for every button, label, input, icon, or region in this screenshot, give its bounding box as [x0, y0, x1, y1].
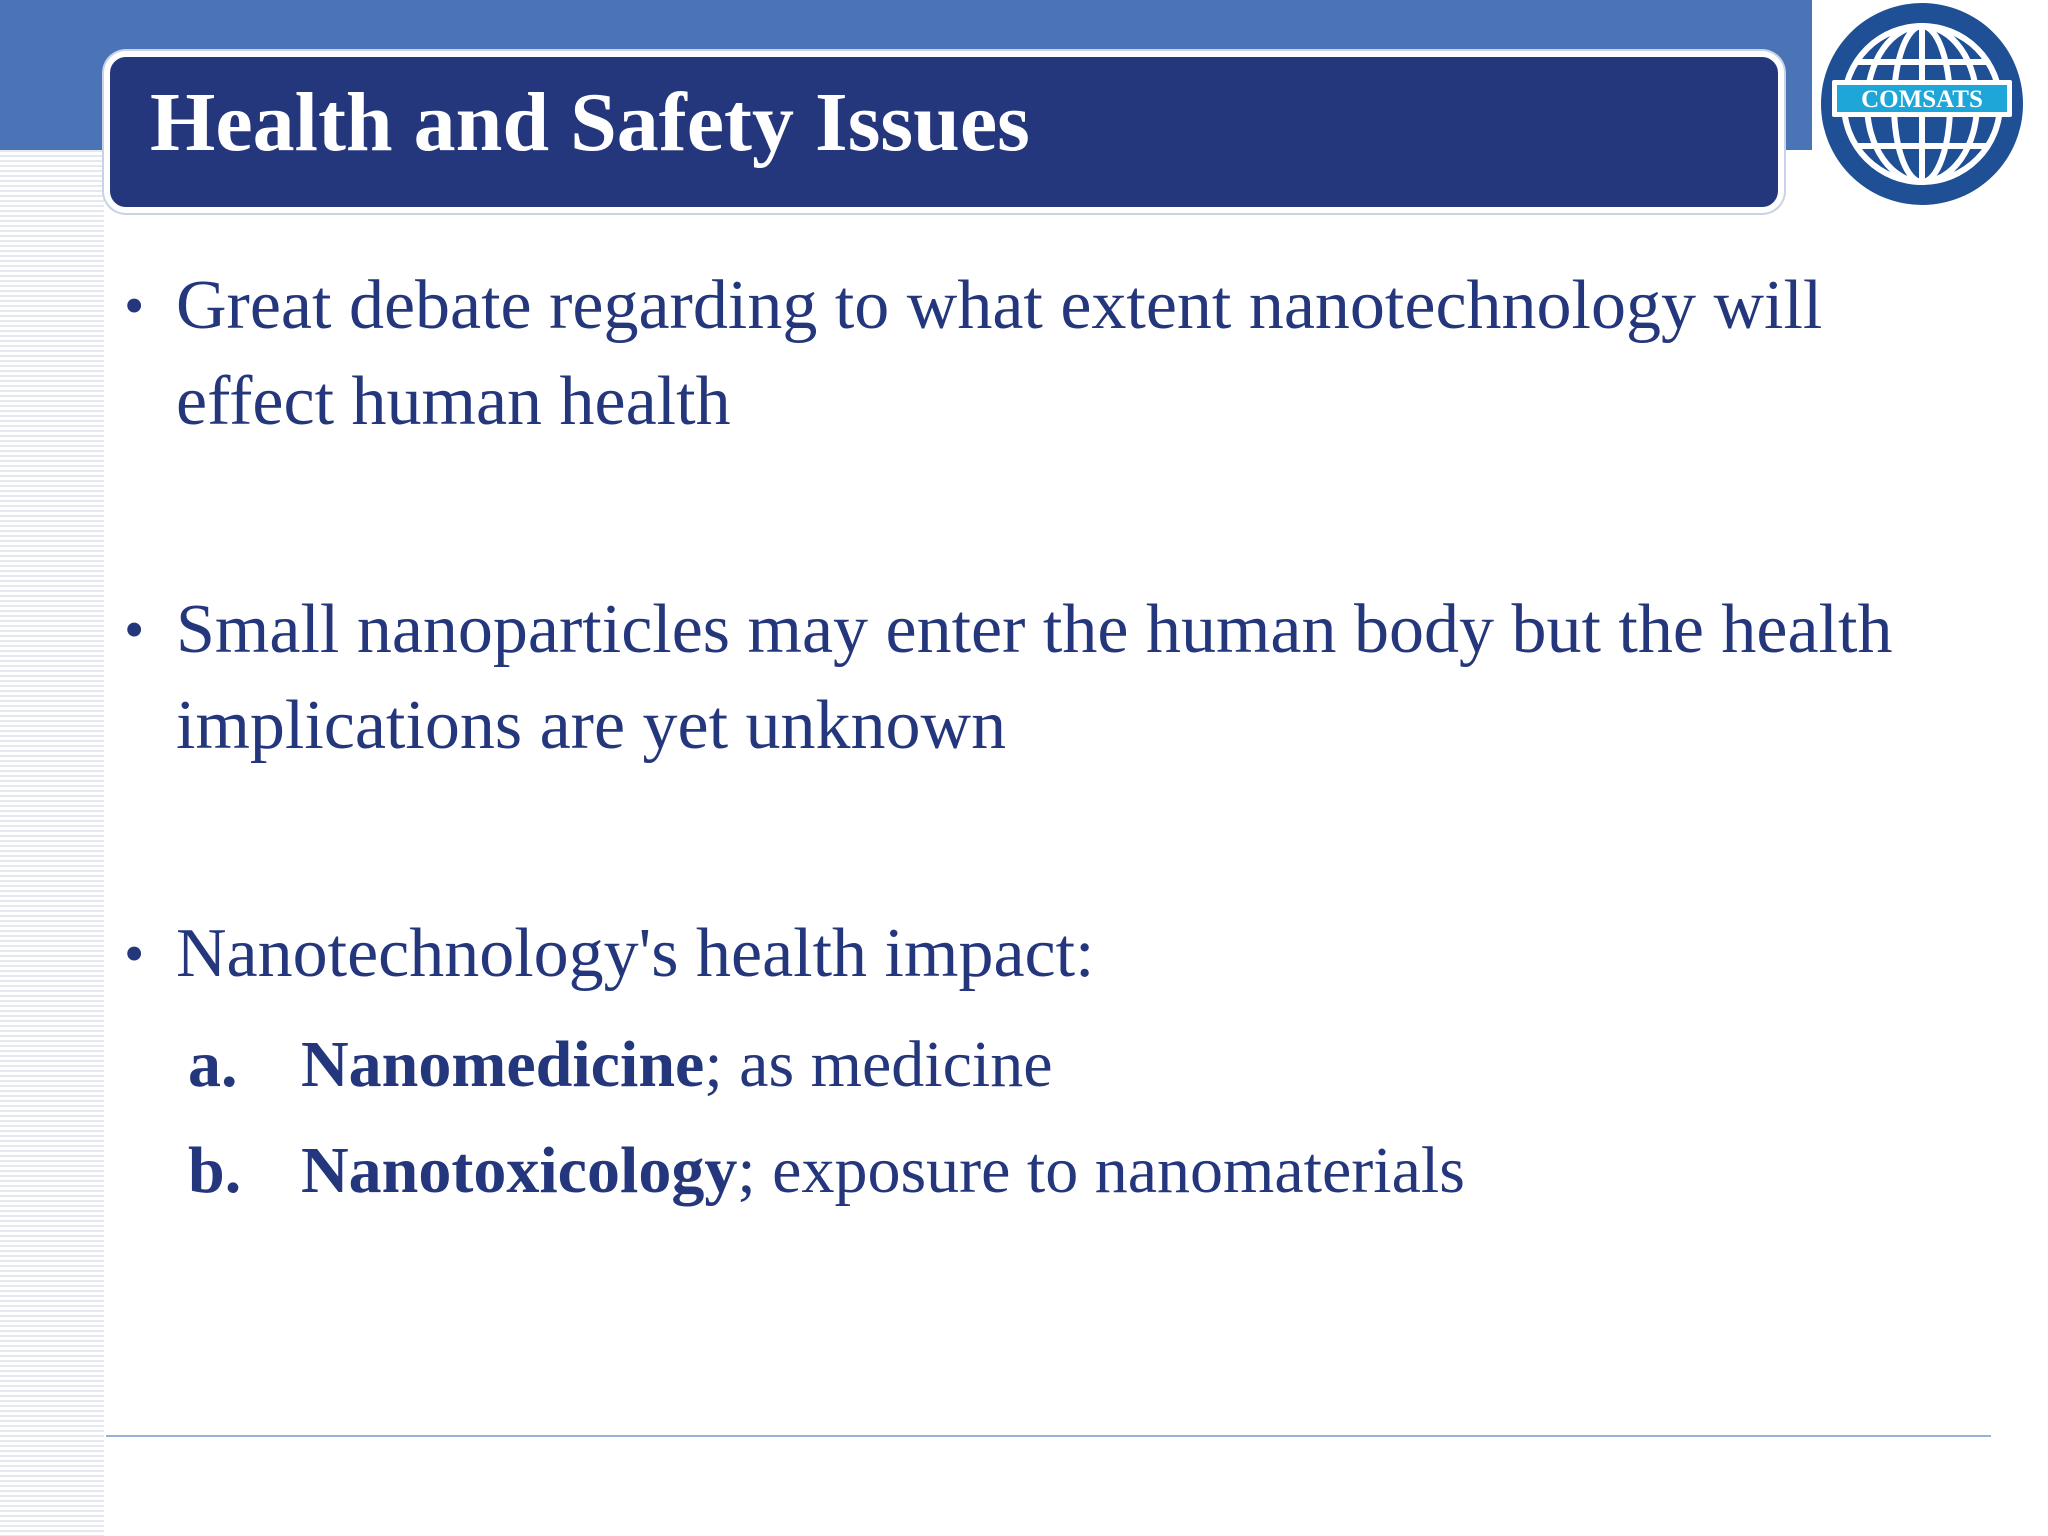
sub-list	[188, 1012, 1978, 1224]
sub-item-term: Nanomedicine	[301, 1028, 705, 1101]
sub-item-marker: b.	[188, 1134, 242, 1207]
comsats-logo	[1816, 0, 2031, 210]
bullet-icon: •	[124, 597, 145, 662]
logo-text: COMSATS	[1861, 86, 1983, 113]
bottom-divider	[106, 1435, 1991, 1437]
slide-content	[118, 258, 1978, 1224]
bullet-text: Great debate regarding to what extent nanotechnology will effect human health	[176, 267, 1823, 440]
bullet-text: Nanotechnology's health impact:	[176, 915, 1095, 992]
sub-item-description: ; exposure to nanomaterials	[737, 1134, 1465, 1207]
bullet-icon: •	[124, 273, 145, 338]
sub-item	[188, 1118, 1978, 1224]
bullet-icon: •	[124, 921, 145, 986]
bullet-item	[118, 258, 1978, 450]
slide-title: Health and Safety Issues	[150, 76, 1030, 169]
sub-item	[188, 1012, 1978, 1118]
bullet-text: Small nanoparticles may enter the human body but the health implications are yet unknown	[176, 591, 1893, 764]
globe-logo-icon	[1816, 0, 2031, 210]
bullet-item	[118, 906, 1978, 1002]
left-stripes	[0, 150, 104, 1536]
sub-item-marker: a.	[188, 1028, 238, 1101]
sub-item-description: ; as medicine	[704, 1028, 1053, 1101]
title-box	[104, 51, 1784, 213]
bullet-item	[118, 582, 1978, 774]
sub-item-term: Nanotoxicology	[301, 1134, 738, 1207]
